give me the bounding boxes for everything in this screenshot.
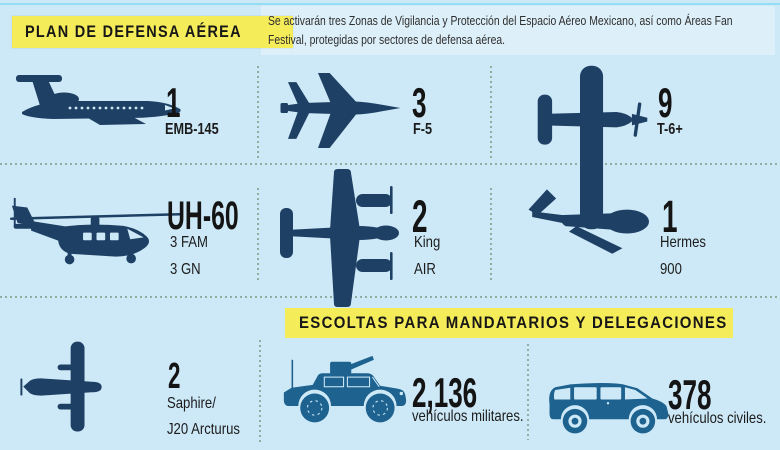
label-uh60-gn: 3 GN — [170, 261, 201, 278]
label-f5: F-5 — [413, 121, 433, 138]
label-emb145: EMB-145 — [165, 121, 219, 138]
divider-vertical-r3b — [527, 344, 529, 440]
divider-vertical-r2a — [257, 188, 259, 282]
label-t6: T-6+ — [657, 121, 683, 138]
intro-text: Se activarán tres Zonas de Vigilancia y Protección del Espacio Aéreo Mexicano, así como Áreas Fan Festival, protegidas por sectores de defensa aérea. — [268, 13, 733, 47]
count-civil-vehicles: 378 — [668, 371, 712, 418]
divider-vertical-r3a — [259, 340, 261, 443]
label-military-vehicles: vehículos militares. — [412, 408, 524, 425]
count-military-vehicles: 2,136 — [412, 369, 478, 416]
uav-drone-top-icon — [20, 340, 118, 434]
uav-drone-side-icon — [523, 178, 661, 266]
count-saphire: 2 — [168, 355, 181, 396]
count-t6: 9 — [658, 79, 673, 126]
count-kingair: 2 — [412, 191, 428, 242]
civil-minivan-icon — [542, 372, 674, 443]
count-uh60: UH-60 — [167, 194, 239, 238]
label-saphire-2: J20 Arcturus — [167, 421, 240, 438]
label-kingair-2: AIR — [414, 261, 436, 278]
fighter-jet-top-icon — [278, 63, 403, 158]
label-civil-vehicles: vehículos civiles. — [668, 410, 767, 427]
label-uh60-fam: 3 FAM — [170, 234, 208, 251]
count-f5: 3 — [412, 79, 427, 126]
divider-vertical-r1a — [257, 66, 259, 158]
label-kingair-1: King — [414, 234, 441, 251]
page-title — [12, 16, 293, 48]
top-accent-line — [0, 3, 780, 5]
divider-vertical-r2b — [490, 188, 492, 282]
divider-vertical-r1b — [490, 66, 492, 158]
label-saphire-1: Saphire/ — [167, 395, 216, 412]
twin-turboprop-top-icon — [272, 168, 422, 313]
count-emb145: 1 — [166, 79, 181, 126]
page-title-text: PLAN DE DEFENSA AÉREA — [25, 22, 242, 41]
label-hermes-1: Hermes — [660, 234, 706, 251]
divider-horizontal-1 — [0, 163, 780, 165]
label-hermes-2: 900 — [660, 261, 682, 278]
escorts-banner-text: ESCOLTAS PARA MANDATARIOS Y DELEGACIONES — [299, 313, 728, 332]
military-humvee-icon — [280, 352, 410, 434]
escorts-banner — [285, 308, 733, 338]
helicopter-side-icon — [8, 196, 186, 273]
count-hermes: 1 — [662, 191, 678, 242]
